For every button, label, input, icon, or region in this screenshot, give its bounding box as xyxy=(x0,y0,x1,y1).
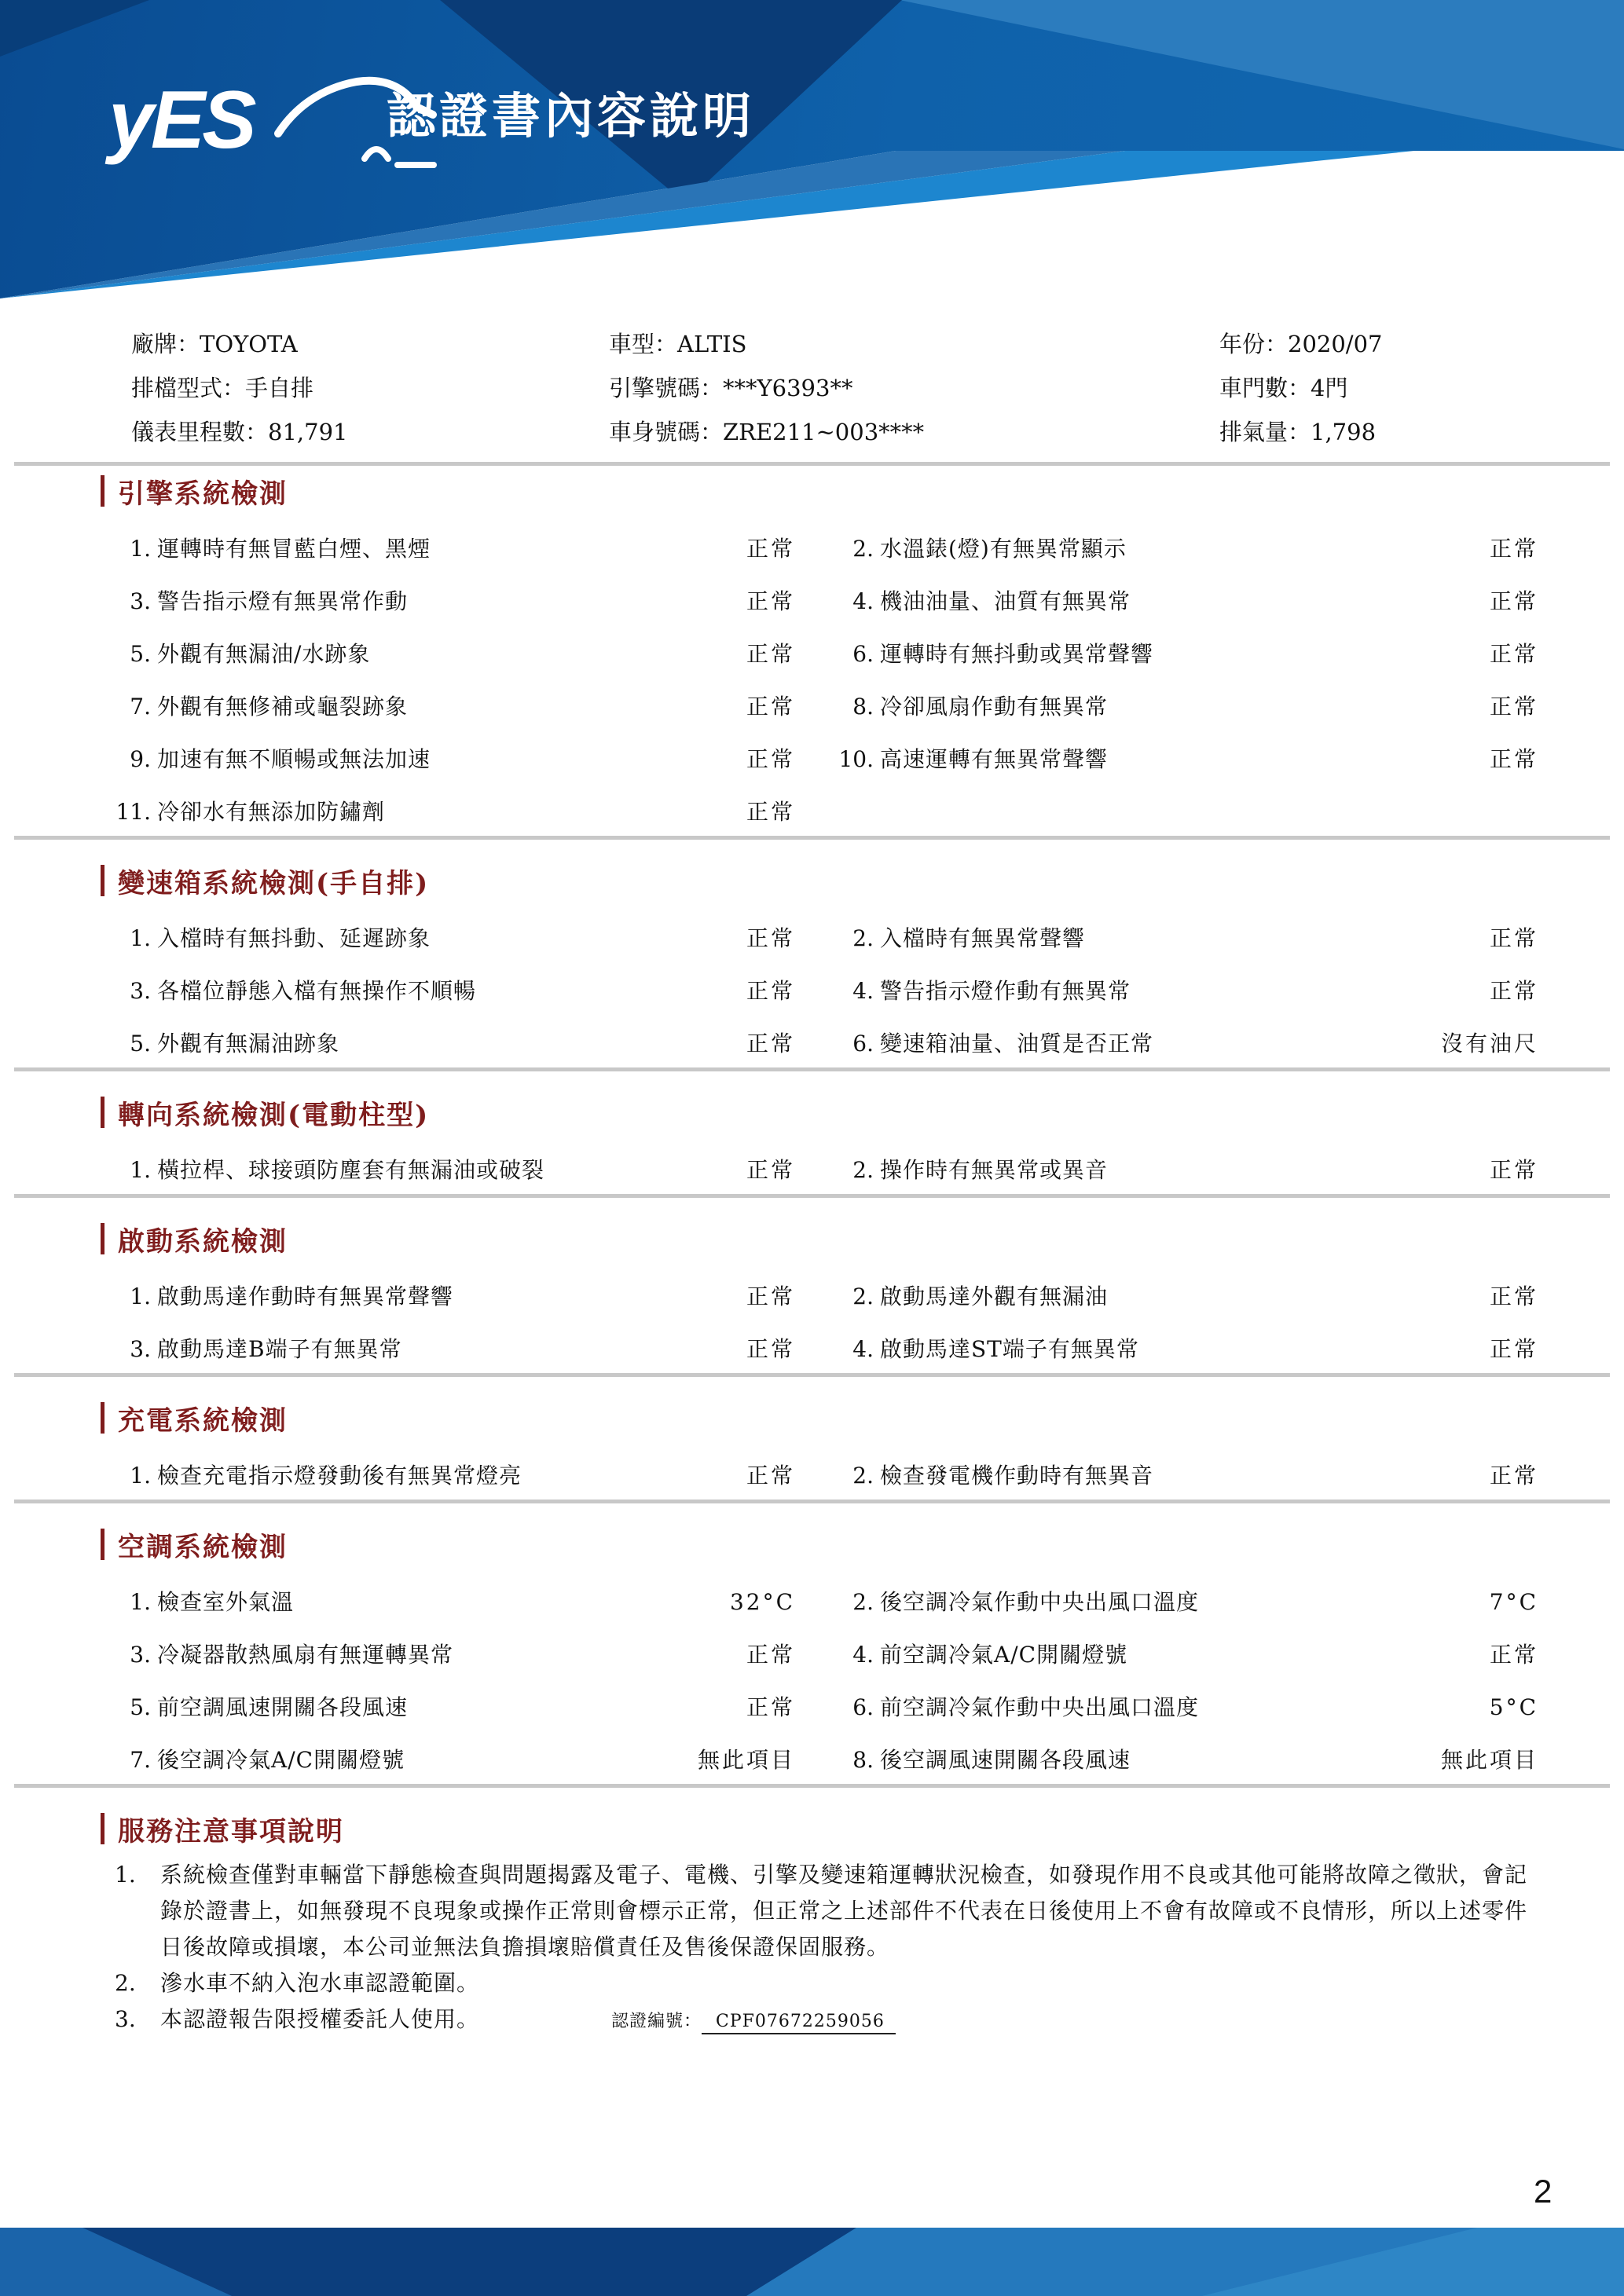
check-item xyxy=(823,744,1538,775)
check-item-number: 1. xyxy=(130,536,151,562)
check-item-number: 10. xyxy=(838,746,874,772)
check-item-text: 啟動馬達B端子有無異常 xyxy=(157,1336,402,1362)
check-item-text: 機油油量、油質有無異常 xyxy=(880,588,1131,614)
check-result: 正常 xyxy=(746,588,795,614)
note-text: 本認證報告限授權委託人使用。 認證編號： CPF07672259056 xyxy=(160,2001,1538,2040)
vehicle-info-field: 車門數：4門 xyxy=(1219,375,1348,401)
check-items-grid xyxy=(101,1587,1538,1776)
check-result: 無此項目 xyxy=(1440,1747,1538,1773)
check-item-text: 操作時有無異常或異音 xyxy=(880,1157,1109,1183)
section-title-row xyxy=(101,1093,1538,1131)
check-result: 正常 xyxy=(746,536,795,562)
check-result: 正常 xyxy=(1489,925,1538,951)
check-item-text: 入檔時有無異常聲響 xyxy=(880,925,1086,951)
check-items-grid xyxy=(101,533,1538,828)
check-item-number: 4. xyxy=(852,978,874,1004)
check-item-number: 3. xyxy=(130,978,151,1004)
check-item-number: 3. xyxy=(130,1642,151,1668)
check-item-number: 2. xyxy=(852,1589,874,1615)
check-item-text: 冷卻風扇作動有無異常 xyxy=(880,694,1109,720)
check-item-number: 7. xyxy=(130,1747,151,1773)
check-item xyxy=(101,744,795,775)
check-item-text: 檢查充電指示燈發動後有無異常燈亮 xyxy=(157,1463,522,1489)
check-item xyxy=(823,1587,1538,1618)
vehicle-info-field: 廠牌：TOYOTA xyxy=(131,331,298,357)
check-result: 正常 xyxy=(746,1694,795,1720)
inspection-section xyxy=(101,862,1538,1071)
section-title: 變速箱系統檢測(手自排) xyxy=(118,867,430,899)
check-item xyxy=(101,1639,795,1671)
check-item-number: 8. xyxy=(852,1747,874,1773)
vehicle-info-field: 排氣量：1,798 xyxy=(1219,419,1377,445)
title-bar-icon xyxy=(101,1097,104,1128)
cert-number-label: 認證編號： xyxy=(611,2012,702,2031)
check-result: 正常 xyxy=(746,746,795,772)
page-header xyxy=(0,0,1624,314)
check-item-text: 高速運轉有無異常聲響 xyxy=(880,746,1109,772)
check-item-number: 1. xyxy=(130,1283,151,1309)
check-item xyxy=(823,586,1538,617)
check-item xyxy=(101,691,795,723)
section-title-row xyxy=(101,862,1538,899)
check-item xyxy=(101,1155,795,1186)
check-item-text: 各檔位靜態入檔有無操作不順暢 xyxy=(157,978,477,1004)
inspection-section xyxy=(101,1093,1538,1198)
check-item-number: 8. xyxy=(852,694,874,720)
check-result: 正常 xyxy=(1489,1463,1538,1489)
vehicle-info-field: 年份：2020/07 xyxy=(1219,331,1383,357)
section-title: 空調系統檢測 xyxy=(118,1531,288,1563)
divider xyxy=(14,1067,1610,1071)
check-result: 正常 xyxy=(746,1157,795,1183)
check-item-text: 運轉時有無冒藍白煙、黑煙 xyxy=(157,536,431,562)
yes-logo xyxy=(108,61,391,187)
check-items-grid xyxy=(101,923,1538,1060)
check-item-number: 1. xyxy=(130,925,151,951)
check-result: 正常 xyxy=(746,1283,795,1309)
check-item-text: 水溫錶(燈)有無異常顯示 xyxy=(880,536,1127,562)
check-item-text: 外觀有無漏油跡象 xyxy=(157,1031,340,1056)
check-item xyxy=(823,1692,1538,1723)
divider xyxy=(14,1373,1610,1377)
check-item-number: 2. xyxy=(852,1157,874,1183)
page-footer xyxy=(0,2228,1624,2296)
check-item-text: 變速箱油量、油質是否正常 xyxy=(880,1031,1154,1056)
page-title: 認證書內容說明 xyxy=(387,90,756,144)
check-item xyxy=(823,639,1538,670)
check-result: 正常 xyxy=(746,1642,795,1668)
note-number: 3. xyxy=(115,2006,136,2032)
check-item-number: 7. xyxy=(130,694,151,720)
check-result: 正常 xyxy=(1489,1283,1538,1309)
check-item-text: 啟動馬達ST端子有無異常 xyxy=(880,1336,1139,1362)
notes-list xyxy=(101,1857,1538,2040)
check-result: 正常 xyxy=(1489,641,1538,667)
check-result: 沒有油尺 xyxy=(1440,1031,1538,1056)
check-item xyxy=(823,1028,1538,1060)
service-note xyxy=(101,1857,1538,1965)
divider xyxy=(14,462,1610,466)
check-result: 正常 xyxy=(746,694,795,720)
check-result: 32°C xyxy=(729,1589,795,1615)
note-number: 1. xyxy=(115,1862,136,1888)
section-title: 啟動系統檢測 xyxy=(118,1225,288,1258)
note-text: 滲水車不納入泡水車認證範圍。 xyxy=(160,1970,480,1996)
check-item-number: 1. xyxy=(130,1157,151,1183)
note-text: 系統檢查僅對車輛當下靜態檢查與問題揭露及電子、電機、引擎及變速箱運轉狀況檢查，如發現作用不良或其他可能將故障之徵狀，會記錄於證書上，如無發現不良現象或操作正常則會標示正常，但正常之上述部件不代表在日後使用上不會有故障或不良情形，所以上述零件日後故障或損壞，本公司並無法負擔損壞賠償責任及售後保證保固服務。 xyxy=(160,1862,1528,1960)
vehicle-info-field: 車型：ALTIS xyxy=(609,331,747,357)
check-item-text: 檢查室外氣溫 xyxy=(157,1589,295,1615)
check-item-text: 冷凝器散熱風扇有無運轉異常 xyxy=(157,1642,454,1668)
check-item-text: 警告指示燈作動有無異常 xyxy=(880,978,1131,1004)
check-item-text: 後空調冷氣A/C開關燈號 xyxy=(157,1747,405,1773)
check-result: 正常 xyxy=(1489,746,1538,772)
check-item xyxy=(101,976,795,1007)
title-bar-icon xyxy=(101,1402,104,1434)
section-title-row xyxy=(101,1220,1538,1258)
check-item-number: 1. xyxy=(130,1463,151,1489)
check-item xyxy=(823,976,1538,1007)
vehicle-info-grid xyxy=(101,314,1538,454)
check-result: 正常 xyxy=(1489,694,1538,720)
check-item xyxy=(101,1460,795,1492)
check-result: 無此項目 xyxy=(697,1747,795,1773)
section-title-row xyxy=(101,1525,1538,1563)
cert-number-field xyxy=(611,2012,896,2031)
check-item-text: 啟動馬達作動時有無異常聲響 xyxy=(157,1283,454,1309)
check-item xyxy=(101,533,795,565)
check-item xyxy=(823,1281,1538,1313)
check-item-number: 9. xyxy=(130,746,151,772)
title-bar-icon xyxy=(101,1529,104,1560)
check-item-number: 4. xyxy=(852,588,874,614)
check-item xyxy=(823,1460,1538,1492)
check-item xyxy=(101,1587,795,1618)
check-item-text: 加速有無不順暢或無法加速 xyxy=(157,746,431,772)
check-result: 正常 xyxy=(746,925,795,951)
check-item-text: 冷卻水有無添加防鏽劑 xyxy=(157,799,386,825)
section-title: 充電系統檢測 xyxy=(118,1404,288,1437)
check-item-number: 1. xyxy=(130,1589,151,1615)
check-items-grid xyxy=(101,1281,1538,1365)
check-items-grid xyxy=(101,1460,1538,1492)
check-result: 5°C xyxy=(1489,1694,1538,1720)
check-result: 正常 xyxy=(1489,1157,1538,1183)
check-item-number: 6. xyxy=(852,641,874,667)
check-result: 正常 xyxy=(746,1031,795,1056)
service-notes-section xyxy=(101,1810,1538,2040)
report-body xyxy=(0,314,1624,2040)
check-result: 正常 xyxy=(746,1336,795,1362)
check-item-number: 2. xyxy=(852,925,874,951)
check-item-number: 5. xyxy=(130,1031,151,1056)
service-note xyxy=(101,2001,1538,2040)
check-item xyxy=(823,1334,1538,1365)
section-title-row xyxy=(101,1399,1538,1437)
title-bar-icon xyxy=(101,475,104,507)
note-number: 2. xyxy=(115,1970,136,1996)
vehicle-info-field: 儀表里程數：81,791 xyxy=(131,419,348,445)
inspection-section xyxy=(101,1399,1538,1503)
check-item-number: 3. xyxy=(130,588,151,614)
divider xyxy=(14,1194,1610,1198)
vehicle-info-field: 車身號碼：ZRE211~003**** xyxy=(609,419,925,445)
section-title: 引擎系統檢測 xyxy=(118,478,288,510)
divider xyxy=(14,836,1610,840)
check-result: 正常 xyxy=(746,1463,795,1489)
inspection-sections xyxy=(101,472,1538,1788)
inspection-section xyxy=(101,472,1538,840)
check-item-text: 外觀有無修補或龜裂跡象 xyxy=(157,694,409,720)
check-item-text: 後空調冷氣作動中央出風口溫度 xyxy=(880,1589,1200,1615)
section-title-row xyxy=(101,472,1538,510)
check-item-text: 外觀有無漏油/水跡象 xyxy=(157,641,371,667)
vehicle-info-field: 引擎號碼：***Y6393** xyxy=(609,375,853,401)
check-result: 正常 xyxy=(1489,978,1538,1004)
check-item xyxy=(101,1745,795,1776)
check-item xyxy=(823,1745,1538,1776)
check-item-text: 入檔時有無抖動、延遲跡象 xyxy=(157,925,431,951)
check-item xyxy=(101,796,795,828)
check-result: 7°C xyxy=(1489,1589,1538,1615)
check-item-number: 4. xyxy=(852,1642,874,1668)
check-item-text: 前空調冷氣A/C開關燈號 xyxy=(880,1642,1128,1668)
section-title: 轉向系統檢測(電動柱型) xyxy=(118,1099,430,1131)
check-item-text: 啟動馬達外觀有無漏油 xyxy=(880,1283,1109,1309)
service-note xyxy=(101,1965,1538,2001)
inspection-section xyxy=(101,1220,1538,1377)
check-item-text: 後空調風速開關各段風速 xyxy=(880,1747,1131,1773)
divider xyxy=(14,1500,1610,1503)
check-item-text: 檢查發電機作動時有無異音 xyxy=(880,1463,1154,1489)
check-item-number: 5. xyxy=(130,1694,151,1720)
check-item-number: 2. xyxy=(852,1463,874,1489)
check-result: 正常 xyxy=(1489,536,1538,562)
check-item-number: 2. xyxy=(852,1283,874,1309)
notes-title: 服務注意事項說明 xyxy=(118,1815,344,1847)
check-result: 正常 xyxy=(746,641,795,667)
check-item-number: 2. xyxy=(852,536,874,562)
check-item-number: 6. xyxy=(852,1694,874,1720)
check-item xyxy=(823,1155,1538,1186)
check-item-text: 前空調冷氣作動中央出風口溫度 xyxy=(880,1694,1200,1720)
check-item xyxy=(101,923,795,954)
check-result: 正常 xyxy=(746,799,795,825)
check-result: 正常 xyxy=(746,978,795,1004)
vehicle-info-field: 排檔型式：手自排 xyxy=(131,375,314,401)
check-result: 正常 xyxy=(1489,1642,1538,1668)
check-item-number: 11. xyxy=(115,799,151,825)
title-bar-icon xyxy=(101,1223,104,1254)
check-item-number: 5. xyxy=(130,641,151,667)
check-item-text: 前空調風速開關各段風速 xyxy=(157,1694,409,1720)
check-item xyxy=(823,533,1538,565)
check-result: 正常 xyxy=(1489,588,1538,614)
yes-logo-text: yES xyxy=(108,75,254,166)
title-bar-icon xyxy=(101,1813,104,1844)
notes-title-row xyxy=(101,1810,1538,1847)
check-item xyxy=(101,1281,795,1313)
check-item xyxy=(823,923,1538,954)
check-item xyxy=(101,639,795,670)
inspection-section xyxy=(101,1525,1538,1788)
check-item xyxy=(101,1334,795,1365)
check-item xyxy=(823,1639,1538,1671)
page-number: 2 xyxy=(1534,2173,1553,2210)
check-item xyxy=(101,1692,795,1723)
check-item-number: 4. xyxy=(852,1336,874,1362)
check-item xyxy=(101,1028,795,1060)
check-item-number: 3. xyxy=(130,1336,151,1362)
check-item xyxy=(101,586,795,617)
cert-number-value: CPF07672259056 xyxy=(702,2012,896,2034)
check-result: 正常 xyxy=(1489,1336,1538,1362)
check-item-number: 6. xyxy=(852,1031,874,1056)
check-item xyxy=(823,691,1538,723)
check-item-text: 警告指示燈有無異常作動 xyxy=(157,588,409,614)
title-bar-icon xyxy=(101,865,104,896)
check-items-grid xyxy=(101,1155,1538,1186)
check-item-text: 運轉時有無抖動或異常聲響 xyxy=(880,641,1154,667)
check-item-text: 橫拉桿、球接頭防塵套有無漏油或破裂 xyxy=(157,1157,545,1183)
divider xyxy=(14,1784,1610,1788)
